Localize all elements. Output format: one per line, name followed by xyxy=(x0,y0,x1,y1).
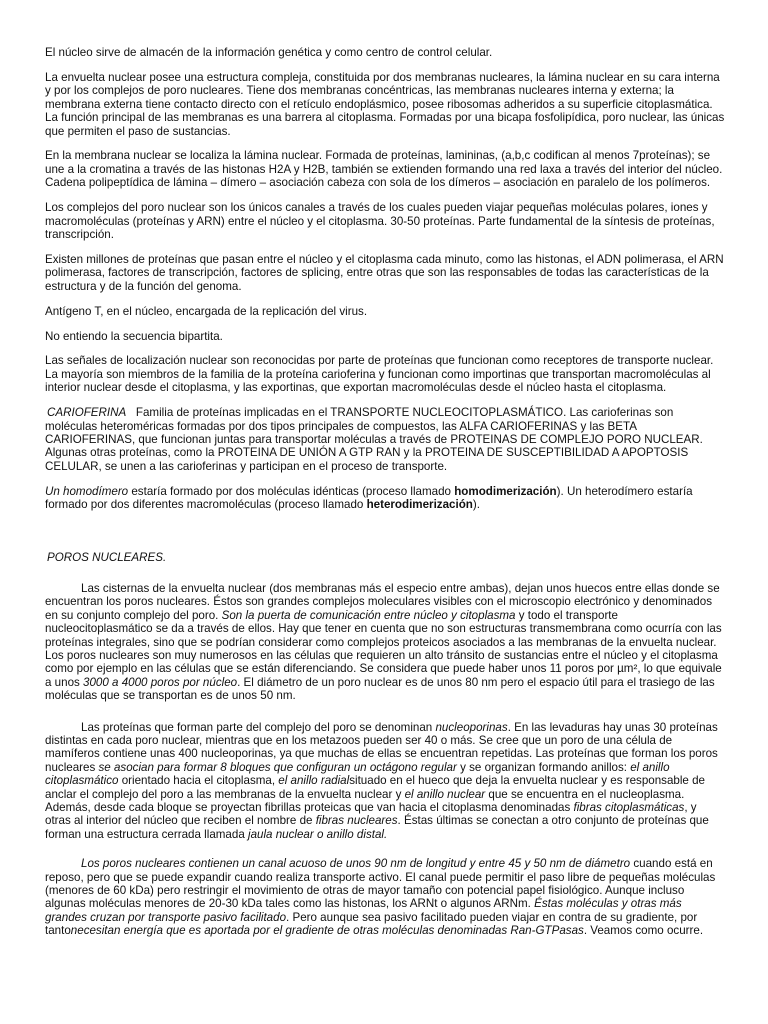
paragraph-localization-signals: Las señales de localización nuclear son reconocidas por parte de proteínas que funcionan como receptores de transporte nuclear. La mayoría son miembros de la familia de la proteína carioferina y funcionan como importinas que transportan macromoléculas al interior nuclear desde el citoplasma, y las exportinas, que exportan macromoléculas desde el núcleo hasta el citoplasma. xyxy=(45,354,714,395)
carioferina-definition: Familia de proteínas implicadas en el TRANSPORTE NUCLEOCITOPLASMÁTICO. Las carioferinas son moléculas heteroméricas formadas por dos tipos principales de compuestos, las ALFA CARIOFERINAS y las BETA CARIOFERINAS, que funcionan juntas para transportar moléculas a través de PROTEINAS DE COMPLEJO PORO NUCLEAR. Algunas otras proteínas, como la PROTEINA DE UNIÓN A GTP RAN y la PROTEINA DE SUSCEPTIBILIDAD A APOPTOSIS CELULAR, se unen a las carioferinas y participan en el proceso de transporte. xyxy=(45,406,706,473)
paragraph-carioferina xyxy=(45,406,725,473)
pores-emphasis-1: Son la puerta de comunicación entre núcleo y citoplasma xyxy=(221,608,516,622)
channel-text-1: cuando está en reposo, pero que se puede expandir cuando realiza transporte activo. El canal puede permitir el paso libre de pequeñas moléculas (menores de 60 kDa) pero restringir el movimiento de otras de mayor tamaño con potencial papel fisiológico. Aunque incluso algunas moléculas menores de 20-30 kDa tales como las histonas, los ARNt o algunos ARNm. xyxy=(45,857,716,911)
pores-text-2: y todo el transporte nucleocitoplasmático se da a través de ellos. Hay que tener en cuenta que no son estructuras transmembrana como ocurría con las proteínas integrales, sino que se podrían considerar como complejos proteicos asociados a las membranas de la envuelta nuclear. Los poros nucleares son muy numerosos en las células que requieren un alto tránsito de sustancias entre el núcleo y el citoplasma como por ejemplo en las células que se están diferenciando. Se considera que puede haber unos 11 poros por µm², lo que equivale a unos xyxy=(45,608,722,689)
channel-emphasis-1: Los poros nucleares contienen un canal acuoso de unos 90 nm de longitud y entre 45 y 50 nm de diámetro xyxy=(81,857,631,871)
paragraph-aqueous-channel xyxy=(45,857,725,937)
document-page xyxy=(45,46,725,949)
term-nuclear-ring: el anillo nuclear xyxy=(404,787,486,801)
paragraph-nuclear-envelope: La envuelta nuclear posee una estructura compleja, constituida por dos membranas nucleares, la lámina nuclear en su cara interna y por los complejos de poro nucleares. Tiene dos membranas concéntricas, las membranas nucleares interna y externa; la membrana externa tiene contacto directo con el retículo endoplásmico, posee ribosomas adheridos a su superficie citoplasmática. La función principal de las membranas es una barrera al citoplasma. Formadas por una bicapa fosfolipídica, poro nuclear, las únicas que permiten el paso de sustancias. xyxy=(45,70,725,138)
dimers-text-3: ). xyxy=(472,498,480,512)
paragraph-dimers xyxy=(45,485,725,512)
dimers-text-1: estaría formado por dos moléculas idénticas (proceso llamado xyxy=(128,484,455,498)
term-homodimer: Un homodímero xyxy=(45,484,129,498)
pores-text-1: Las cisternas de la envuelta nuclear (dos membranas más el especio entre ambas), dejan unos huecos entre ellas donde se encuentran los poros nucleares. Éstos son grandes complejos moleculares visibles con el microscopio electrónico y denominados en su conjunto complejo del poro. xyxy=(45,581,720,622)
term-carioferina: CARIOFERINA xyxy=(47,406,127,420)
pores-text-3: . El diámetro de un poro nuclear es de unos 80 nm pero el espacio útil para el trasiego de las moléculas que se transportan es de unos 50 nm. xyxy=(45,675,715,703)
nucleoporins-text-3: y se organizan formando anillos: xyxy=(456,760,631,774)
term-radial-ring: el anillo radial xyxy=(278,774,350,788)
term-nuclear-fibers: fibras nucleares xyxy=(315,814,398,828)
nucleoporins-term: nucleoporinas xyxy=(435,720,508,734)
paragraph-pore-complexes: Los complejos del poro nuclear son los únicos canales a través de los cuales pueden viajar pequeñas moléculas polares, iones y macromoléculas (proteínas y ARN) entre el núcleo y el citoplasma. 30-50 proteínas. Parte fundamental de la síntesis de proteínas, transcripción. xyxy=(45,201,715,241)
term-homodimerization: homodimerización xyxy=(454,484,557,498)
nucleoporins-emphasis-octagon: se asocian para formar 8 bloques que configuran un octágono regular xyxy=(98,760,457,774)
channel-emphasis-3: necesitan energía que es aportada por el gradiente de otras moléculas denominadas Ran-GTPasas xyxy=(70,924,584,938)
pores-emphasis-2: 3000 a 4000 poros por núcleo xyxy=(83,675,238,689)
nucleoporins-text-2: . En las levaduras hay unas 30 proteínas distintas en cada poro nuclear, mientras que en los metazoos pueden ser 40 o más. Se cree que un poro de una célula de mamíferos contiene unas 400 nucleoporinas, ya que muchas de ellas se encuentran repetidas. Las proteínas que forman los poros nucleares xyxy=(45,720,718,774)
term-cytoplasmic-fibers: fibras citoplasmáticas xyxy=(573,800,685,814)
nucleoporins-text-4: orientado hacia el citoplasma, xyxy=(118,774,279,788)
channel-emphasis-2: Éstas moléculas y otras más grandes cruzan por transporte pasivo facilitado xyxy=(45,897,682,924)
paragraph-protein-traffic: Existen millones de proteínas que pasan entre el núcleo y el citoplasma cada minuto, como las histonas, el ADN polimerasa, el ARN polimerasa, factores de transcripción, factores de splicing, entre otras que son las responsables de todas las características de la estructura y de la función del genoma. xyxy=(45,252,724,293)
paragraph-bipartite-note: No entiendo la secuencia bipartita. xyxy=(45,329,223,343)
paragraph-nucleus-intro: El núcleo sirve de almacén de la información genética y como centro de control celular. xyxy=(45,46,493,59)
nucleoporins-text-8: . Éstas últimas se conectan a otro conjunto de proteínas que forman una estructura cerrada llamada xyxy=(45,814,709,841)
nucleoporins-text-6: que se encuentra en el nucleoplasma. Además, desde cada bloque se proyectan fibrillas proteicas que van hacia el citoplasma denominadas xyxy=(45,787,685,814)
paragraph-pores-overview xyxy=(45,582,725,703)
paragraph-nuclear-lamina: En la membrana nuclear se localiza la lámina nuclear. Formada de proteínas, lamininas, (a,b,c codifican al menos 7proteínas); se une a la cromatina a través de las histonas H2A y H2B, también se extienden formando una red laxa a través del interior del núcleo. Cadena polipeptídica de lámina – dímero – asociación cabeza con sola de los dímeros – asociación en paralelo de los polímeros. xyxy=(45,149,723,190)
nucleoporins-text-5: situado en el hueco que deja la envuelta nuclear y es responsable de anclar el complejo del poro a las membranas de la envuelta nuclear y xyxy=(45,774,705,801)
nucleoporins-text-7: , y otras al interior del núcleo que reciben el nombre de xyxy=(45,800,697,828)
channel-text-2: . Pero aunque sea pasivo facilitado pueden viajar en contra de su gradiente, por tanto xyxy=(45,910,698,938)
dimers-text-2: ). Un heterodímero estaría formado por dos diferentes macromoléculas (proceso llamado xyxy=(45,484,693,512)
term-cytoplasmic-ring: el anillo citoplasmático xyxy=(45,760,670,788)
nucleoporins-text-1: Las proteínas que forman parte del complejo del poro se denominan xyxy=(81,720,436,734)
term-nuclear-cage: jaula nuclear o anillo distal. xyxy=(248,827,388,841)
channel-text-3: . Veamos como ocurre. xyxy=(583,924,704,938)
paragraph-nucleoporins xyxy=(45,721,725,842)
term-heterodimerization: heterodimerización xyxy=(366,498,473,512)
paragraph-antigen-t: Antígeno T, en el núcleo, encargada de la replicación del virus. xyxy=(45,304,368,318)
section-title: POROS NUCLEARES. xyxy=(47,551,167,565)
